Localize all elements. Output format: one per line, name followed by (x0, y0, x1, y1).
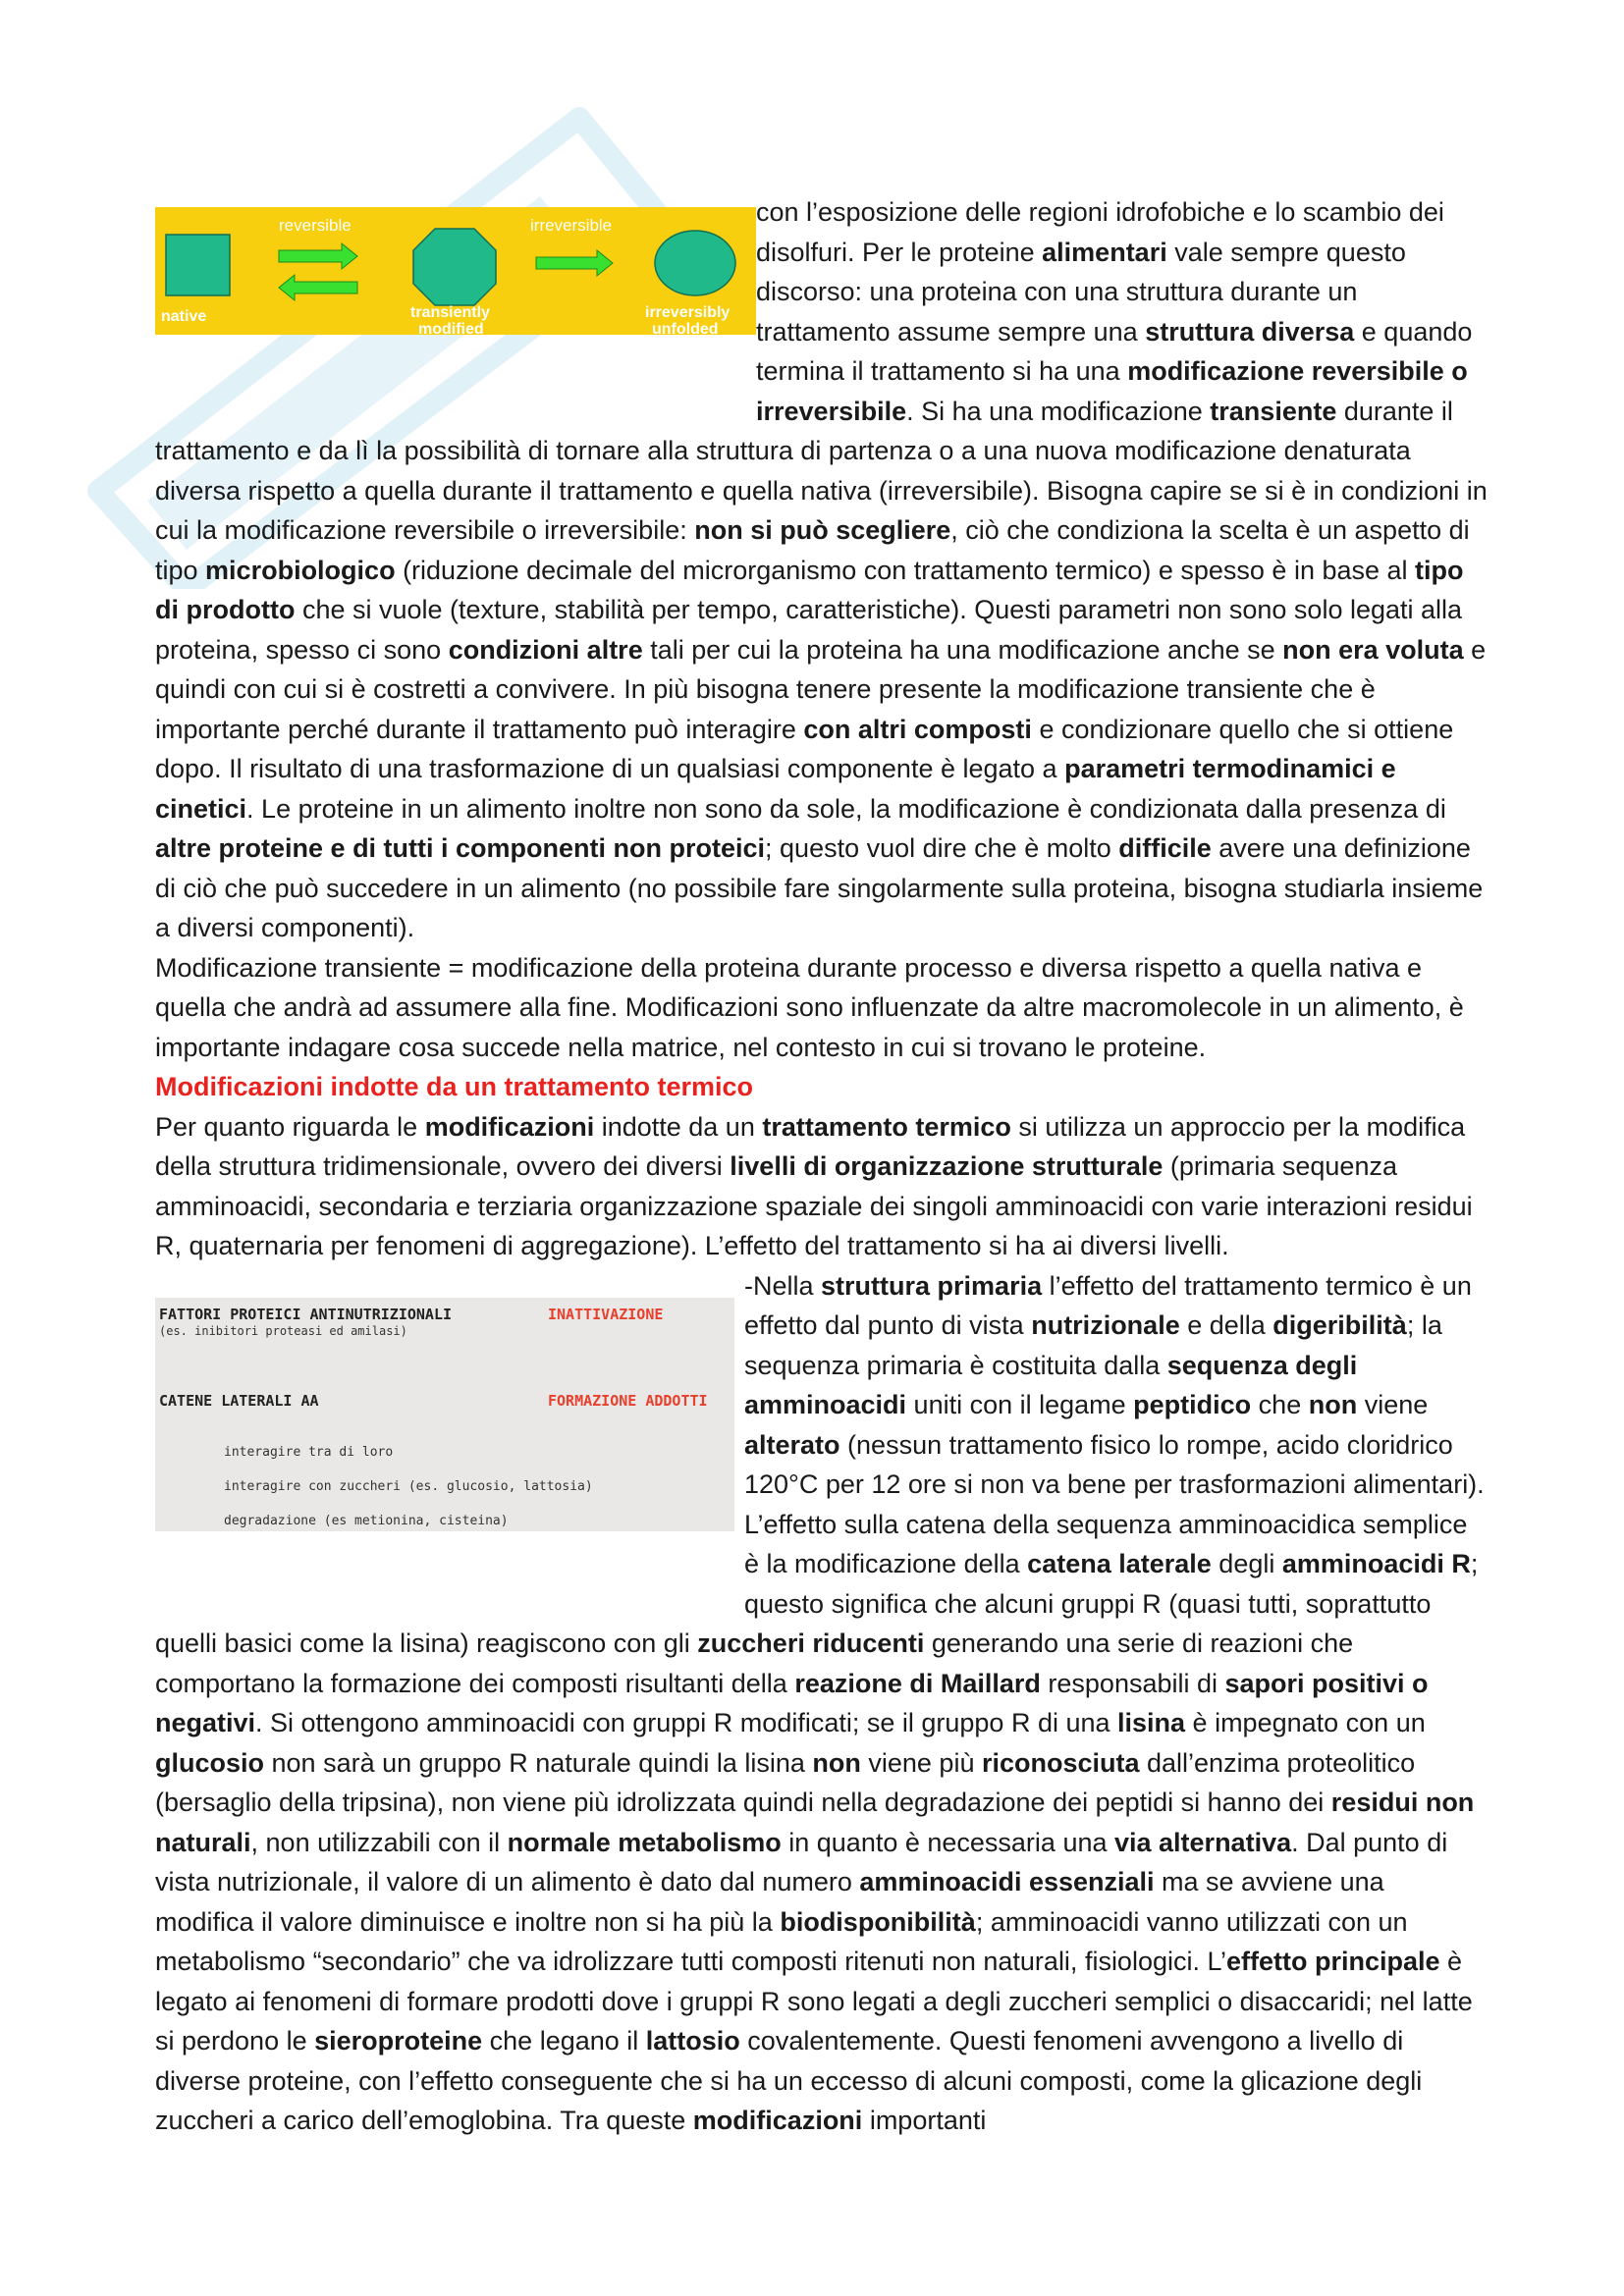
figure1-spacer (155, 192, 756, 393)
bold-text: non si può scegliere (694, 515, 951, 545)
text-run: che (1251, 1390, 1309, 1419)
text-run: Per quanto riguarda le (155, 1111, 425, 1142)
text-run: . Si ha una modificazione (906, 396, 1211, 426)
section-heading: Modificazioni indotte da un trattamento termico (155, 1072, 754, 1101)
fig2-row2-title: CATENE LATERALI AA (159, 1392, 319, 1410)
bold-text: difficile (1118, 833, 1212, 863)
bold-text: con altri composti (803, 714, 1032, 744)
bold-text: modificazioni (692, 2106, 863, 2135)
bold-text: nutrizionale (1031, 1310, 1180, 1340)
text-run: importanti (862, 2106, 987, 2135)
paragraph-1 (155, 192, 1489, 948)
bold-text: lattosio (645, 2026, 740, 2056)
fig2-row1-sub: (es. inibitori proteasi ed amilasi) (159, 1324, 407, 1338)
text-run: covalentemente. Questi fenomeni avvengono a livello di diverse proteine, con l’effetto conseguente che si ha un eccesso di alcuni composti, come la glicazione degli zuccheri a carico dell’emoglobina. Tra queste (155, 2026, 1423, 2135)
text-run: generando una serie di reazioni che comportano la formazione dei composti risultanti della (155, 1629, 1354, 1698)
text-run: avere una definizione di ciò che può succedere in un alimento (no possibile fare singolarmente sulla proteina, bisogna studiarla insieme a diversi componenti). (155, 833, 1484, 942)
text-run: , ciò che condiziona la scelta è un aspetto di tipo (155, 515, 1470, 585)
bold-text: alterato (744, 1429, 840, 1460)
text-run: è legato ai fenomeni di formare prodotti dove i gruppi R sono legati a degli zuccheri semplici o disaccaridi; nel latte si perdono le (155, 1947, 1473, 2056)
fig2-row1-effect: INATTIVAZIONE (548, 1306, 664, 1323)
bold-text: non (812, 1747, 861, 1778)
bold-text: altre proteine e di tutti i componenti non proteici (155, 833, 766, 863)
fig2-item: degradazione (es metionina, cisteina) (224, 1514, 509, 1528)
text-run: responsabili di (1040, 1668, 1225, 1698)
label-modified: modified (418, 321, 484, 335)
bold-text: lisina (1117, 1708, 1186, 1737)
text-run: . Dal punto di vista nutrizionale, il valore di un alimento è dato dal numero (155, 1827, 1448, 1896)
fig2-item: interagire tra di loro (224, 1445, 394, 1460)
text-run: . Le proteine in un alimento inoltre non sono da sole, la modificazione è condizionata dalla presenza di (246, 793, 1446, 824)
fig2-item: interagire con zuccheri (es. glucosio, lattosia) (224, 1479, 593, 1494)
bold-text: normale metabolismo (507, 1827, 782, 1857)
paragraph-2: Modificazione transiente = modificazione della proteina durante processo e diversa rispetto a quella nativa e quella che andrà ad assumere alla fine. Modificazioni sono influenzate da altre macromolecole in un alimento, è importante indagare cosa succede nella matrice, nel contesto in cui si trovano le proteine. (155, 952, 1464, 1062)
text-run: ; questo vuol dire che è molto (765, 833, 1119, 863)
text-run: dall’enzima proteolitico (bersaglio della tripsina), non viene più idrolizzata quindi nella degradazione dei peptidi si hanno dei (155, 1747, 1416, 1817)
bold-text: residui non naturali (155, 1788, 1475, 1857)
bold-text: trattamento termico (762, 1111, 1011, 1142)
text-run: che legano il (482, 2026, 646, 2056)
bold-text: struttura primaria (821, 1270, 1043, 1301)
text-run: è impegnato con un (1185, 1708, 1426, 1737)
bold-text: glucosio (155, 1747, 265, 1778)
text-run: (nessun trattamento fisico lo rompe, acido cloridrico 120°C per 12 ore si non va bene per trasformazioni alimentari). L’effetto sulla catena della sequenza amminoacidica semplice è la modificazione della (744, 1429, 1485, 1578)
text-run: indotte da un (594, 1111, 763, 1142)
bold-text: catena laterale (1027, 1549, 1212, 1578)
bold-text: peptidico (1133, 1390, 1252, 1419)
bold-text: riconosciuta (981, 1747, 1140, 1778)
figure2-spacer (155, 1266, 744, 1587)
text-run: ; questo significa che alcuni gruppi R (quasi tutti, soprattutto quelli basici come la lisina) reagiscono con gli (155, 1549, 1479, 1658)
bold-text: non era voluta (1282, 634, 1464, 665)
text-run: . Si ottengono amminoacidi con gruppi R modificati; se il gruppo R di una (255, 1708, 1118, 1737)
label-reversible: reversible (279, 216, 352, 235)
label-irreversibly: irreversibly (645, 304, 731, 321)
text-run: in quanto è necessaria una (781, 1827, 1114, 1857)
paragraph-3 (155, 1107, 1489, 1266)
bold-text: via alternativa (1114, 1827, 1292, 1857)
text-run: , non utilizzabili con il (250, 1827, 508, 1857)
text-run: che si vuole (texture, stabilità per tempo, caratteristiche). Questi parametri non sono solo legati alla proteina, spesso ci sono (155, 595, 1463, 665)
text-run: e della (1179, 1310, 1273, 1340)
bold-text: amminoacidi essenziali (859, 1867, 1155, 1896)
bold-text: sieroproteine (314, 2026, 483, 2056)
body-text (155, 192, 1489, 2141)
bold-text: non (1308, 1390, 1358, 1419)
text-run: e quindi con cui si è costretti a convivere. In più bisogna tenere presente la modificazione transiente che è importante perché durante il trattamento può interagire (155, 634, 1487, 744)
bold-text: biodisponibilità (780, 1906, 976, 1937)
label-irreversible: irreversible (530, 216, 613, 235)
text-run: uniti con il legame (906, 1390, 1134, 1419)
text-run: viene più (860, 1747, 982, 1778)
text-run: ; amminoacidi vanno utilizzati con un metabolismo “secondario” che va idrolizzare tutti composti ritenuti non naturali, fisiologici. L’ (155, 1906, 1408, 1976)
bold-text: sapori positivi o negativi (155, 1668, 1429, 1737)
text-run: ma se avviene una modifica il valore diminuisce e inoltre non si ha più la (155, 1867, 1384, 1937)
label-unfolded: unfolded (652, 321, 719, 335)
bold-text: microbiologico (205, 555, 396, 585)
bold-text: livelli di organizzazione strutturale (730, 1151, 1164, 1181)
bold-text: effetto principale (1226, 1947, 1440, 1976)
bold-text: digeribilità (1272, 1310, 1407, 1340)
bold-text: reazione di Maillard (794, 1668, 1041, 1698)
bold-text: modificazioni (424, 1111, 595, 1142)
label-transiently: transiently (410, 304, 490, 321)
text-run: vale sempre questo discorso: una proteina con una struttura durante un trattamento assume sempre una (756, 237, 1406, 347)
bold-text: parametri termodinamici e cinetici (155, 754, 1396, 824)
text-run: e condizionare quello che si ottiene dopo. Il risultato di una trasformazione di un qualsiasi componente è legato a (155, 714, 1454, 783)
label-native: native (161, 308, 207, 325)
text-run: con l’esposizione delle regioni idrofobiche e lo scambio dei disolfuri. Per le proteine (756, 197, 1444, 267)
text-run: tali per cui la proteina ha una modificazione anche se (642, 634, 1283, 665)
text-run: (riduzione decimale del microrganismo con trattamento termico) e spesso è in base al (395, 555, 1416, 585)
bold-text: struttura diversa (1145, 316, 1355, 347)
bold-text: zuccheri riducenti (697, 1629, 925, 1658)
text-run: viene (1357, 1390, 1429, 1419)
text-run: durante il trattamento e da lì la possibilità di tornare alla struttura di partenza o a una nuova modificazione denaturata diversa rispetto a quella durante il trattamento e quella nativa (irreversibile). Bisogna capire se si è in condizioni in cui la modificazione reversibile o irreversibile: (155, 396, 1488, 545)
bold-text: condizioni altre (448, 634, 643, 665)
bold-text: tipo di prodotto (155, 555, 1464, 624)
bold-text: amminoacidi R (1281, 1549, 1471, 1578)
fig2-row1-title: FATTORI PROTEICI ANTINUTRIZIONALI (159, 1306, 453, 1323)
text-run: -Nella (744, 1270, 822, 1301)
text-run: si utilizza un approccio per la modifica della struttura tridimensionale, ovvero dei diversi (155, 1111, 1466, 1181)
bold-text: modificazione reversibile o irreversibile (756, 356, 1468, 426)
bold-text: alimentari (1042, 237, 1167, 267)
text-run: ; la sequenza primaria è costituita dalla (744, 1310, 1442, 1380)
text-run: non sarà un gruppo R naturale quindi la lisina (264, 1747, 813, 1778)
text-run: (primaria sequenza amminoacidi, secondaria e terziaria organizzazione spaziale dei singoli amminoacidi con varie interazioni residui R, quaternaria per fenomeni di aggregazione). L’effetto del trattamento si ha ai diversi livelli. (155, 1151, 1473, 1260)
paragraph-4 (155, 1266, 1489, 2141)
bold-text: sequenza degli amminoacidi (744, 1350, 1358, 1419)
text-run: l’effetto del trattamento termico è un effetto dal punto di vista (744, 1270, 1472, 1340)
text-run: degli (1211, 1549, 1282, 1578)
text-run: e quando termina il trattamento si ha una (756, 316, 1473, 386)
bold-text: transiente (1210, 396, 1337, 426)
fig2-row2-effect: FORMAZIONE ADDOTTI (548, 1392, 708, 1410)
